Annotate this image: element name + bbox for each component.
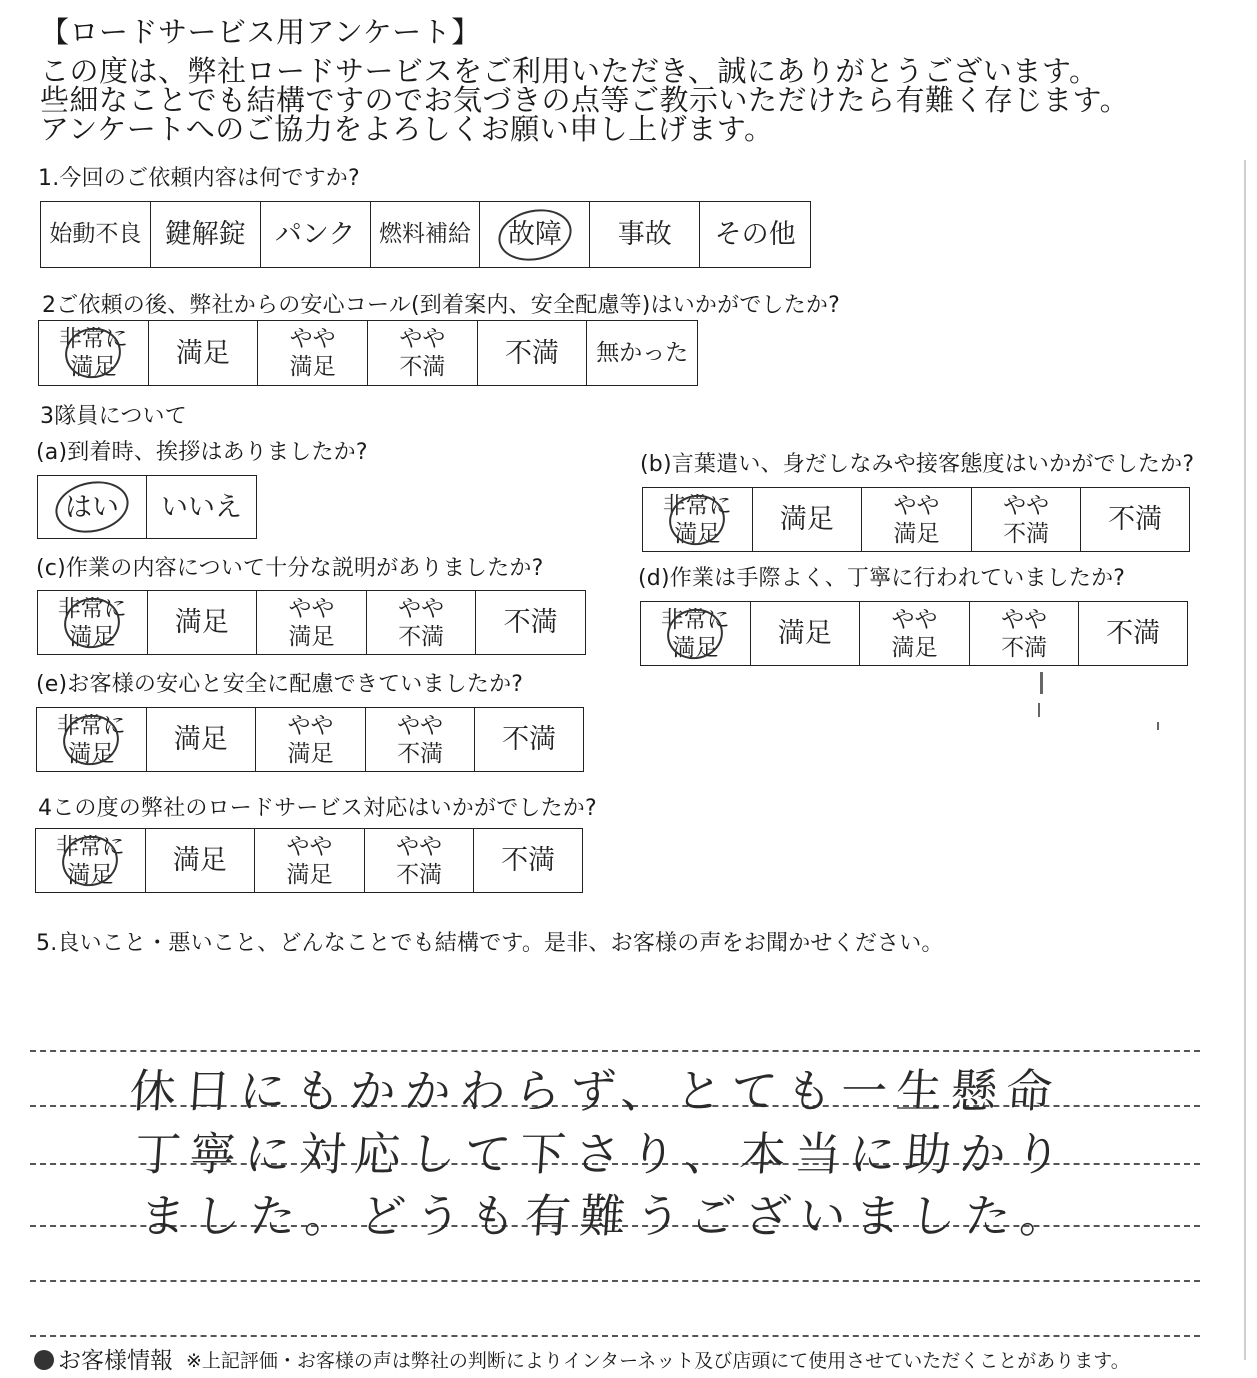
q3-heading: 3隊員について — [40, 404, 187, 429]
scan-edge — [1244, 160, 1246, 1360]
option-label: 燃料補給 — [379, 221, 471, 247]
option-cell[interactable] — [970, 602, 1080, 665]
option-label: 満足 — [779, 504, 834, 535]
option-cell[interactable] — [476, 591, 585, 654]
option-label: 不満 — [1106, 618, 1161, 649]
option-label: やや 不満 — [1003, 492, 1050, 547]
option-label: パンク — [274, 219, 356, 250]
option-cell[interactable] — [587, 321, 697, 385]
option-cell[interactable] — [753, 488, 863, 551]
option-label: 無かった — [596, 339, 689, 366]
option-cell[interactable] — [368, 321, 478, 385]
option-cell[interactable] — [149, 321, 259, 385]
intro-line-2: 些細なことでも結構ですのでお気づきの点等ご教示いただけたら有難く存じます。 — [40, 83, 1130, 117]
option-cell[interactable] — [256, 708, 366, 771]
q2-question: 2ご依頼の後、弊社からの安心コール(到着案内、安全配慮等)はいかがでしたか? — [42, 293, 841, 318]
option-label: 不満 — [501, 845, 556, 876]
scan-mark — [1040, 672, 1043, 694]
option-label: 満足 — [172, 845, 227, 876]
q3d-options — [640, 601, 1188, 666]
option-cell[interactable] — [257, 591, 367, 654]
q3b-options — [642, 487, 1190, 552]
handwritten-comment-line-3: ました。どうも有難うございました。 — [137, 1189, 1077, 1243]
option-cell[interactable] — [480, 202, 590, 267]
option-label: 非常に 満足 — [55, 833, 125, 888]
option-cell[interactable] — [147, 476, 256, 538]
option-label: やや 不満 — [397, 712, 444, 767]
option-label: 故障 — [507, 219, 562, 250]
option-label: 非常に 満足 — [660, 606, 730, 661]
option-label: 不満 — [505, 337, 560, 369]
survey-title: 【ロードサービス用アンケート】 — [40, 15, 481, 49]
option-cell[interactable] — [366, 708, 476, 771]
option-label: 満足 — [176, 337, 230, 369]
option-label: やや 満足 — [287, 712, 334, 767]
option-cell[interactable] — [475, 708, 583, 771]
option-label: やや 不満 — [1001, 606, 1048, 661]
bullet-icon — [34, 1350, 54, 1370]
option-cell[interactable] — [862, 488, 972, 551]
option-cell[interactable] — [474, 829, 582, 892]
option-cell[interactable] — [751, 602, 861, 665]
answer-line — [30, 1280, 1200, 1282]
scan-mark — [1038, 703, 1040, 717]
q2-options — [38, 320, 698, 386]
option-cell[interactable] — [1079, 602, 1187, 665]
option-cell[interactable] — [258, 321, 368, 385]
option-cell[interactable] — [151, 202, 261, 267]
option-label: 満足 — [173, 724, 228, 755]
option-cell[interactable] — [39, 321, 149, 385]
option-cell[interactable] — [36, 829, 146, 892]
option-cell[interactable] — [641, 602, 751, 665]
option-label: いいえ — [161, 491, 242, 523]
option-label: 非常に 満足 — [58, 326, 128, 380]
option-cell[interactable] — [643, 488, 753, 551]
q3e-options — [36, 707, 584, 772]
q3e-question: (e)お客様の安心と安全に配慮できていましたか? — [36, 672, 524, 697]
option-cell[interactable] — [148, 591, 258, 654]
option-cell[interactable] — [147, 708, 257, 771]
intro-line-3: アンケートへのご協力をよろしくお願い申し上げます。 — [40, 112, 774, 146]
option-cell[interactable] — [700, 202, 810, 267]
q1-options — [40, 201, 811, 268]
option-label: 非常に 満足 — [56, 712, 126, 767]
option-cell[interactable] — [365, 829, 475, 892]
usage-note: ※上記評価・お客様の声は弊社の判断によりインターネット及び店頭にて使用させていただくことがあります。 — [186, 1350, 1130, 1372]
q3c-options — [37, 590, 586, 655]
option-label: やや 満足 — [289, 326, 336, 380]
handwritten-comment-line-1: 休日にもかかわらず、とても一生懸命 — [127, 1064, 1064, 1118]
option-label: 始動不良 — [49, 221, 142, 247]
option-cell[interactable] — [38, 591, 148, 654]
option-label: 不満 — [502, 724, 557, 755]
option-label: 満足 — [174, 607, 229, 638]
option-label: やや 満足 — [288, 595, 335, 650]
option-cell[interactable] — [41, 202, 151, 267]
option-label: その他 — [714, 219, 796, 250]
q3b-question: (b)言葉遣い、身だしなみや接客態度はいかがでしたか? — [640, 452, 1195, 477]
scan-mark — [1157, 722, 1159, 730]
option-cell[interactable] — [38, 476, 147, 538]
option-label: 満足 — [777, 618, 832, 649]
q3a-question: (a)到着時、挨拶はありましたか? — [36, 440, 368, 465]
option-cell[interactable] — [1081, 488, 1189, 551]
option-label: 鍵解錠 — [164, 219, 246, 250]
q1-question: 1.今回のご依頼内容は何ですか? — [38, 166, 360, 191]
option-label: やや 不満 — [399, 326, 446, 380]
q3d-question: (d)作業は手際よく、丁寧に行われていましたか? — [638, 566, 1126, 591]
option-label: 事故 — [617, 219, 672, 250]
option-label: 非常に 満足 — [57, 595, 127, 650]
option-cell[interactable] — [371, 202, 481, 267]
option-cell[interactable] — [972, 488, 1082, 551]
option-cell[interactable] — [590, 202, 700, 267]
customer-info-section — [34, 1342, 173, 1375]
option-label: 不満 — [1108, 504, 1163, 535]
handwritten-comment-line-2: 丁寧に対応して下さり、本当に助かり — [132, 1127, 1072, 1181]
option-label: はい — [65, 491, 119, 523]
option-label: やや 満足 — [893, 492, 940, 547]
option-label: やや 満足 — [286, 833, 333, 888]
option-label: やや 不満 — [396, 833, 443, 888]
option-label: やや 満足 — [891, 606, 938, 661]
option-cell[interactable] — [37, 708, 147, 771]
q4-question: 4この度の弊社のロードサービス対応はいかがでしたか? — [38, 796, 597, 821]
intro-line-1: この度は、弊社ロードサービスをご利用いただき、誠にありがとうございます。 — [40, 54, 1099, 88]
option-cell[interactable] — [478, 321, 588, 385]
q3a-options — [37, 475, 257, 539]
option-cell[interactable] — [367, 591, 477, 654]
q4-options — [35, 828, 583, 893]
option-label: やや 不満 — [398, 595, 445, 650]
option-label: 不満 — [503, 607, 558, 638]
option-label: 非常に 満足 — [662, 492, 732, 547]
q5-question: 5.良いこと・悪いこと、どんなことでも結構です。是非、お客様の声をお聞かせください。 — [36, 931, 944, 956]
answer-line — [30, 1335, 1200, 1337]
option-cell[interactable] — [860, 602, 970, 665]
option-cell[interactable] — [261, 202, 371, 267]
option-cell[interactable] — [146, 829, 256, 892]
option-cell[interactable] — [255, 829, 365, 892]
q3c-question: (c)作業の内容について十分な説明がありましたか? — [36, 556, 544, 581]
customer-info-label: お客様情報 — [58, 1348, 173, 1374]
answer-line — [30, 1050, 1200, 1052]
